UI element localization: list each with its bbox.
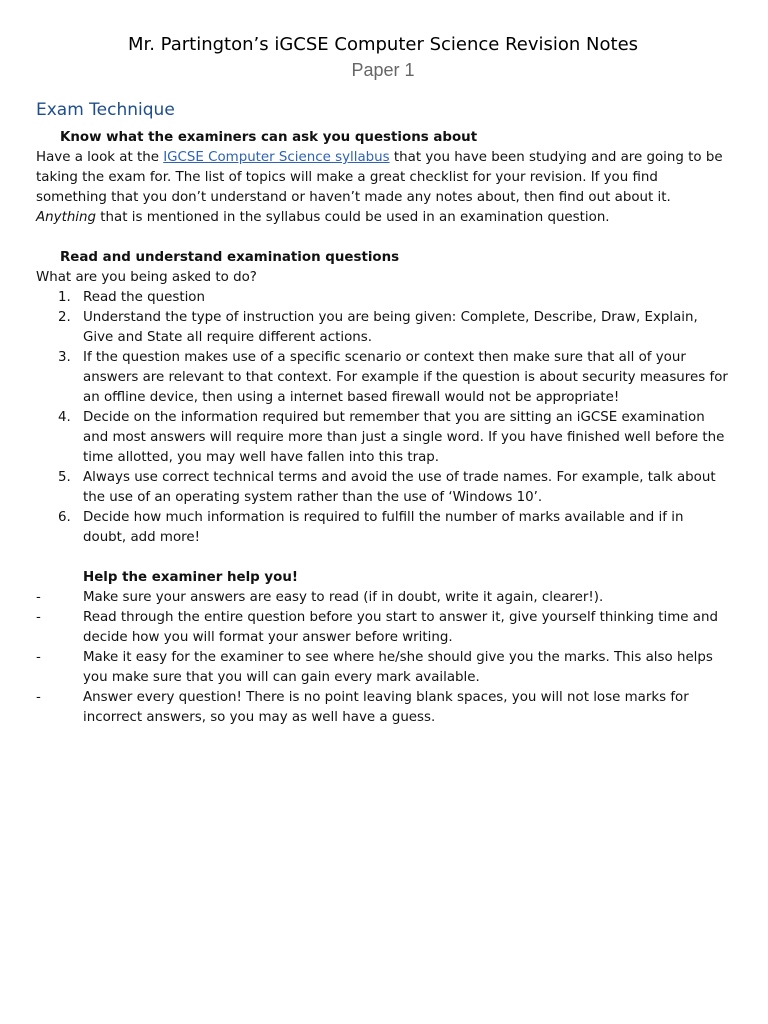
list-item-text: Read the question: [83, 290, 205, 305]
list-item: [36, 688, 730, 728]
list-item-text: Read through the entire question before you start to answer it, give yourself thinking time and decide how you will format your answer before writing.: [83, 610, 718, 645]
list-number: 1.: [58, 290, 71, 305]
subheading-help-examiner: Help the examiner help you!: [83, 570, 299, 585]
list-item: [36, 468, 730, 508]
list-item-text: Make it easy for the examiner to see where he/she should give you the marks. This also helps you make sure that you will can gain every mark available.: [83, 650, 713, 685]
list-item: [36, 288, 730, 308]
document-subtitle: Paper 1: [351, 60, 415, 80]
list-number: 3.: [58, 350, 71, 365]
list-item-text: Decide how much information is required to fulfill the number of marks available and if in doubt, add more!: [83, 510, 684, 545]
subheading-know-examiners: Know what the examiners can ask you questions about: [60, 130, 478, 145]
know-text-before-link: Have a look at the: [36, 150, 164, 165]
list-item-text: Answer every question! There is no point leaving blank spaces, you will not lose marks for incorrect answers, so you may as well have a guess.: [83, 690, 689, 725]
dash-bullet: -: [36, 610, 41, 625]
list-number: 4.: [58, 410, 71, 425]
list-item: [36, 648, 730, 688]
spacer: [36, 548, 730, 568]
know-emphasis: Anything: [36, 210, 97, 225]
help-list: [36, 588, 730, 728]
dash-bullet: -: [36, 690, 41, 705]
list-number: 2.: [58, 310, 71, 325]
list-item-text: Understand the type of instruction you are being given: Complete, Describe, Draw, Explain, Give and State all require different actions.: [83, 310, 698, 345]
know-text-after-link: that you have been studying and are going to be taking the exam for. The list of topics will make a great checklist for your revision. If you find something that you don’t understand or haven’t made any notes about, then find out about it.: [36, 150, 723, 205]
list-item-text: If the question makes use of a specific scenario or context then make sure that all of your answers are relevant to that context. For example if the question is about security measures for an offline device, then using a internet based firewall would not be appropriate!: [83, 350, 728, 405]
list-item-text: Always use correct technical terms and avoid the use of trade names. For example, talk about the use of an operating system rather than the use of ‘Windows 10’.: [83, 470, 716, 505]
list-item: [36, 308, 730, 348]
dash-bullet: -: [36, 590, 41, 605]
list-item: [36, 348, 730, 408]
subheading-read-understand: Read and understand examination questions: [60, 250, 400, 265]
list-item-text: Decide on the information required but remember that you are sitting an iGCSE examination and most answers will require more than just a single word. If you have finished well before the time allotted, you may well have fallen into this trap.: [83, 410, 725, 465]
read-intro: What are you being asked to do?: [36, 270, 257, 285]
list-number: 6.: [58, 510, 71, 525]
spacer: [36, 228, 730, 248]
document-title: Mr. Partington’s iGCSE Computer Science Revision Notes: [127, 34, 639, 55]
list-item: [36, 408, 730, 468]
steps-list: [36, 288, 730, 548]
list-item-text: Make sure your answers are easy to read (if in doubt, write it again, clearer!).: [83, 590, 604, 605]
section-heading-exam-technique: Exam Technique: [36, 100, 175, 120]
document-page: [36, 32, 730, 728]
syllabus-link[interactable]: IGCSE Computer Science syllabus: [163, 150, 390, 165]
dash-bullet: -: [36, 650, 41, 665]
list-number: 5.: [58, 470, 71, 485]
list-item: [36, 608, 730, 648]
know-paragraph: [36, 148, 730, 228]
know-text-end: that is mentioned in the syllabus could be used in an examination question.: [96, 210, 610, 225]
list-item: [36, 508, 730, 548]
list-item: [36, 588, 730, 608]
